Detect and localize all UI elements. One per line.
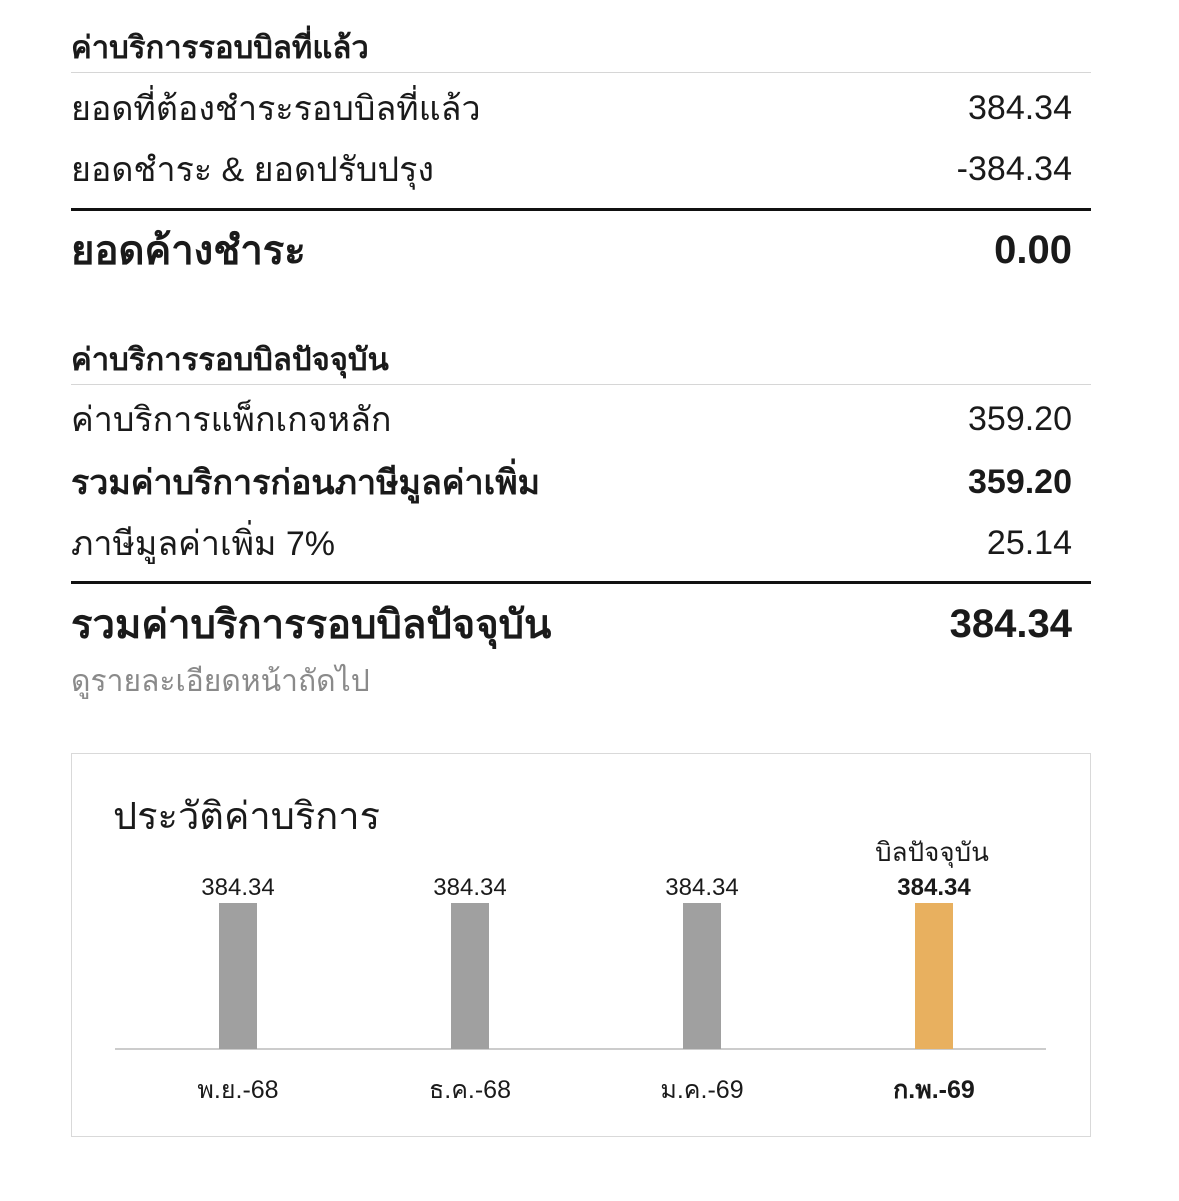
row-label: ยอดชำระ & ยอดปรับปรุง — [71, 151, 434, 189]
row-label: รวมค่าบริการก่อนภาษีมูลค่าเพิ่ม — [71, 464, 541, 502]
row-amount: 359.20 — [968, 399, 1072, 438]
bar-value-label: 384.34 — [201, 874, 275, 901]
divider — [71, 72, 1091, 73]
billing-history-chart — [72, 754, 1090, 1136]
row-amount: 384.34 — [968, 88, 1072, 127]
current-total-amount: 384.34 — [949, 601, 1072, 646]
month-label: ม.ค.-69 — [660, 1076, 744, 1104]
vat-row — [71, 521, 1072, 565]
current-bill-title: ค่าบริการรอบบิลปัจจุบัน — [71, 342, 389, 377]
history-bar — [451, 903, 489, 1049]
history-bar — [219, 903, 257, 1049]
bar-value-label: 384.34 — [433, 874, 507, 901]
row-amount: 25.14 — [986, 523, 1072, 562]
billing-history-card — [71, 753, 1091, 1137]
divider — [71, 384, 1091, 385]
history-bar — [683, 903, 721, 1049]
month-label: พ.ย.-68 — [197, 1076, 279, 1104]
month-label: ธ.ค.-68 — [428, 1076, 512, 1104]
current-bar — [915, 903, 953, 1049]
outstanding-amount: 0.00 — [994, 227, 1072, 272]
payment-adjustment-row — [71, 147, 1072, 191]
bar-value-label: 384.34 — [897, 874, 971, 901]
month-label: ก.พ.-69 — [893, 1076, 975, 1104]
row-label: ภาษีมูลค่าเพิ่ม 7% — [71, 525, 336, 563]
current-total-label: รวมค่าบริการรอบบิลปัจจุบัน — [71, 603, 552, 647]
bar-value-label: 384.34 — [665, 874, 739, 901]
billing-history-title: ประวัติค่าบริการ — [113, 796, 381, 838]
current-bill-label: บิลปัจจุบัน — [875, 837, 989, 867]
outstanding-row — [71, 224, 1072, 276]
divider-thick — [71, 208, 1091, 211]
row-amount: 359.20 — [968, 462, 1072, 501]
outstanding-label: ยอดค้างชำระ — [71, 229, 306, 273]
previous-bill-due-row — [71, 86, 1072, 130]
row-label: ยอดที่ต้องชำระรอบบิลที่แล้ว — [71, 90, 481, 128]
divider-thick — [71, 581, 1091, 584]
current-total-row — [71, 598, 1072, 650]
previous-bill-title: ค่าบริการรอบบิลที่แล้ว — [71, 30, 369, 65]
subtotal-before-vat-row — [71, 460, 1072, 504]
row-label: ค่าบริการแพ็กเกจหลัก — [71, 401, 392, 439]
main-package-row — [71, 397, 1072, 441]
see-next-page-note: ดูรายละเอียดหน้าถัดไป — [71, 665, 370, 698]
row-amount: -384.34 — [956, 149, 1072, 188]
